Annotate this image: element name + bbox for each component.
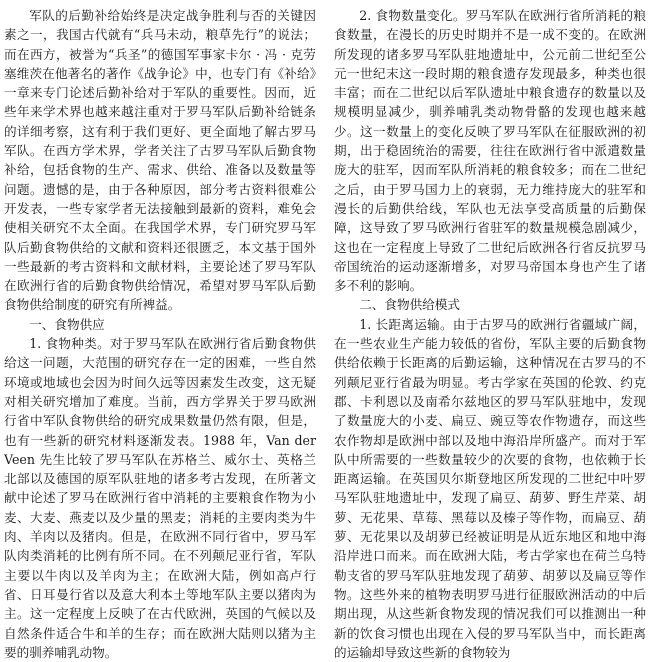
food-quantity-paragraph: 2. 食物数量变化。罗马军队在欧洲行省所消耗的粮食数量，在漫长的历史时期并不是一成不变的。在欧洲所发现的诸多罗马军队驻地遗址中，公元前二世纪至公元一世纪末这一段时期的粮食遗存发现最多，种类也很丰富；而在二世纪以后军队遗址中粮食遗存的数量以及规模明显减少，驯养哺乳类动物骨骼的发现也越来越少。这一数量上的变化反映了罗马军队在征服欧洲的初期，出于稳固统治的需要，往往在欧洲行省中派遣数量庞大的驻军，因而军队所消耗的粮食较多；而在二世纪之后，由于罗马国力上的衰弱，无力维持庞大的驻军和漫长的后勤供给线，军队也无法享受高质量的后勤保障，这导致了罗马欧洲行省驻军的数量规模急剧减少，这也在一定程度上导致了二世纪后欧洲各行省反抗罗马帝国统治的运动逐渐增多，对罗马帝国本身也产生了诸多不利的影响。 xyxy=(334,8,646,294)
food-types-paragraph: 1. 食物种类。对于罗马军队在欧洲行省后勤食物供给这一问题，大范围的研究存在一定的困难，一些自然环境或地域也会因为时间久远等因素发生改变，这无疑对相关研究增加了难度。当前，西方学界关于罗马欧洲行省中军队食物供给的研究成果数量仍然有限，但是，也有一些新的研究材料逐渐发表。1988 年，Van der Veen 先生比较了罗马军队在苏格兰、威尔士、英格兰北部以及德国的原军队驻地的诸多考古发现，在所著文献中论述了罗马在欧洲行省中消耗的主要粮食作物为小麦、大麦、燕麦以及少量的黑麦；消耗的主要肉类为牛肉、羊肉以及猪肉。但是，在欧洲不同行省中，罗马军队肉类消耗的比例有所不同。在不列颠尼亚行省，军队主要以牛肉以及羊肉为主；在欧洲大陆，例如高卢行省、日耳曼行省以及意大利本土等地军队主要以猪肉为主。这一定程度上反映了在古代欧洲，英国的气候以及自然条件适合牛和羊的生存；而在欧洲大陆则以猪为主要的驯养哺乳动物。 xyxy=(4,336,316,660)
right-column xyxy=(334,6,646,662)
left-column xyxy=(4,6,316,662)
intro-paragraph: 军队的后勤补给始终是决定战争胜利与否的关键因素之一，我国古代就有“兵马未动，粮草先行”的说法；而在西方，被誉为“兵圣”的德国军事家卡尔 · 冯 · 克劳塞维茨在他著名的著作《战争论》中，也专门有《补给》一章来专门论述后勤补给对于军队的重要性。因而，近些年来学术界也越来越注重对于罗马军队后勤补给链条的详细考察，这有利于我们更好、更全面地了解古罗马军队。在西方学术界，学者关注了古罗马军队后勤食物补给，包括食物的生产、需求、供给、准备以及数量等问题。遗憾的是，由于各种原因，部分考古资料很难公开发表，一些专家学者无法接触到最新的资料，难免会使相关研究不太全面。在我国学术界，专门研究罗马军队后勤食物供给的文献和资料还很匮乏，本文基于国外一些最新的考古资料和文献材料，主要论述了罗马军队在欧洲行省的后勤食物供给情况，希望对罗马军队后勤食物供给制度的研究有所裨益。 xyxy=(4,8,316,313)
section-heading-food-supply: 一、食物供应 xyxy=(29,316,105,332)
section-heading-supply-mode: 二、食物供给模式 xyxy=(359,297,460,313)
long-distance-transport-paragraph: 1. 长距离运输。由于古罗马的欧洲行省疆域广阔，在一些农业生产能力较低的省份，军队主要的后勤食物供给依赖于长距离的后勤运输，这种情况在古罗马的不列颠尼亚行省最为明显。考古学家在英国的伦敦、约克郡、卡利恩以及南希尔兹地区的罗马军队驻地中，发现了数量庞大的小麦、扁豆、豌豆等农作物遗存，而这些农作物却是欧洲中部以及地中海沿岸所盛产。而对于军队中所需要的一些数量较少的次要的食物，也依赖于长距离运输。在英国贝尔斯登地区所发现的二世纪中叶罗马军队驻地遗址中，发现了扁豆、葫萝、野生芹菜、胡萝、无花果、草莓、黑莓以及榛子等作物，而扁豆、葫萝、无花果以及胡萝已经被证明是从近东地区和地中海沿岸进口而来。而在欧洲大陆，考古学家也在荷兰乌特勒支省的罗马军队驻地发现了葫萝、胡萝以及扁豆等作物。这些外来的植物表明罗马进行征服欧洲活动的中后期出现，从这些新食物发现的情况我们可以推测出一种新的饮食习惯也出现在入侵的罗马军队当中，而长距离的运输却导致这些新的食物较为 xyxy=(334,316,646,660)
